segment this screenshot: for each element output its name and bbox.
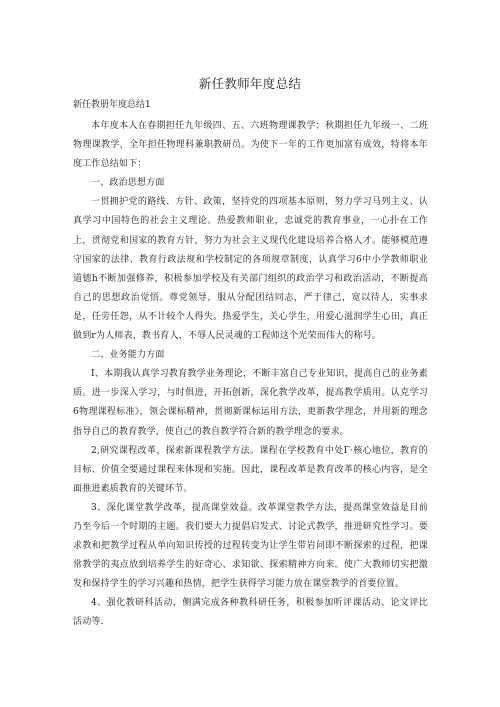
paragraph-ability-3: 3、深化课堂教学改革，提高课堂效益。改革课堂教学方法，提高课堂效益是目前乃至今后一个时期的主题。我们要大力提倡启发式、讨论式教学，推进研究性学习。要求教和把教学过程从单向知识传授的过程转变为让学生带岩问即不断探索的过程，把课常教学的夷点放到培养学生的好奇心、求知欲、探索精神方向来。使广大教师切实把激发和保持学生的学习兴趣和热情，把学生获得学习能力放在课堂教学的首要位置。 xyxy=(73,502,428,590)
document-body xyxy=(73,117,428,633)
document-subtitle: 新任教册年度总结1 xyxy=(73,100,151,110)
paragraph-ability-1: I、本期我认真学习教育教学业务理论，不断丰富自己专业知识，提高自己的业务素质。进一步深入学习，与时俱进，开拓创新，深化教学改革，提高教学质用。认克学习6物理课程标准》，领会课标精神，贯彻新课标运用方法，更新教学理念，并用新的理念指导自己的教育教学，使自己的教自教学符合新的教学理念的要求。 xyxy=(73,369,428,437)
section-heading-ability: 二、业务能力方面 xyxy=(91,350,165,361)
document-title: 新任教师年度总结 xyxy=(198,76,302,91)
paragraph-ability-4: 4、强化教研科活动，侧满完成各种教科研任务，积极参加听评课活动、论文评比活动等. xyxy=(73,598,428,628)
paragraph-ability-2: 2,研究课程改革，探索新课程教学方法。课程在学校教育中处Γ·核心地位，教育的目标、价值全要通过课程来体现和实施。因此，课程改革是教育改革的核心内容，是全面推进素质教育的关键环节。 xyxy=(73,445,428,494)
paragraph-politics: 一贯拥护党的路线、方针、政策，坚持党的四项基本原则，努力学习马列主义、认真学习中国特色的社会主义理论。热爱教师职业，忠诚党的教育事业，一心扑在工作上，贯彻党和国家的教育方针，努力为社会主义现代化建设培养合格人才。能够模范遵守国家的法律、教育行政法规和学校制定的各项规章制度，认真学习6中小学教师职业道德h不断加强修养，积极参加学校及有关部门组织的政治学习和政治活动，不断提高自己的思想政治觉悟。尊党领导，服从分配团结同志，严于律己，宽以待人，实事求是，任劳任怨，从不计较个人得失。热爱学生，关心学生，用爱心滋润学生心田，真正做到r为人师表，教书育人，不辱人民灵魂的工程师这个光荣而伟大的称号。 xyxy=(73,197,428,342)
section-heading-politics: 一、政治思想方面 xyxy=(91,178,165,189)
paragraph-intro: 本年度本人在春期担任九年级四、五、六班物理课教学；秋期担任九年级一、二班物理课教学，全年担任物理科兼职教研员。为使下一年的工作更加富有成效，特将本年度工作总结如下： xyxy=(73,121,428,170)
